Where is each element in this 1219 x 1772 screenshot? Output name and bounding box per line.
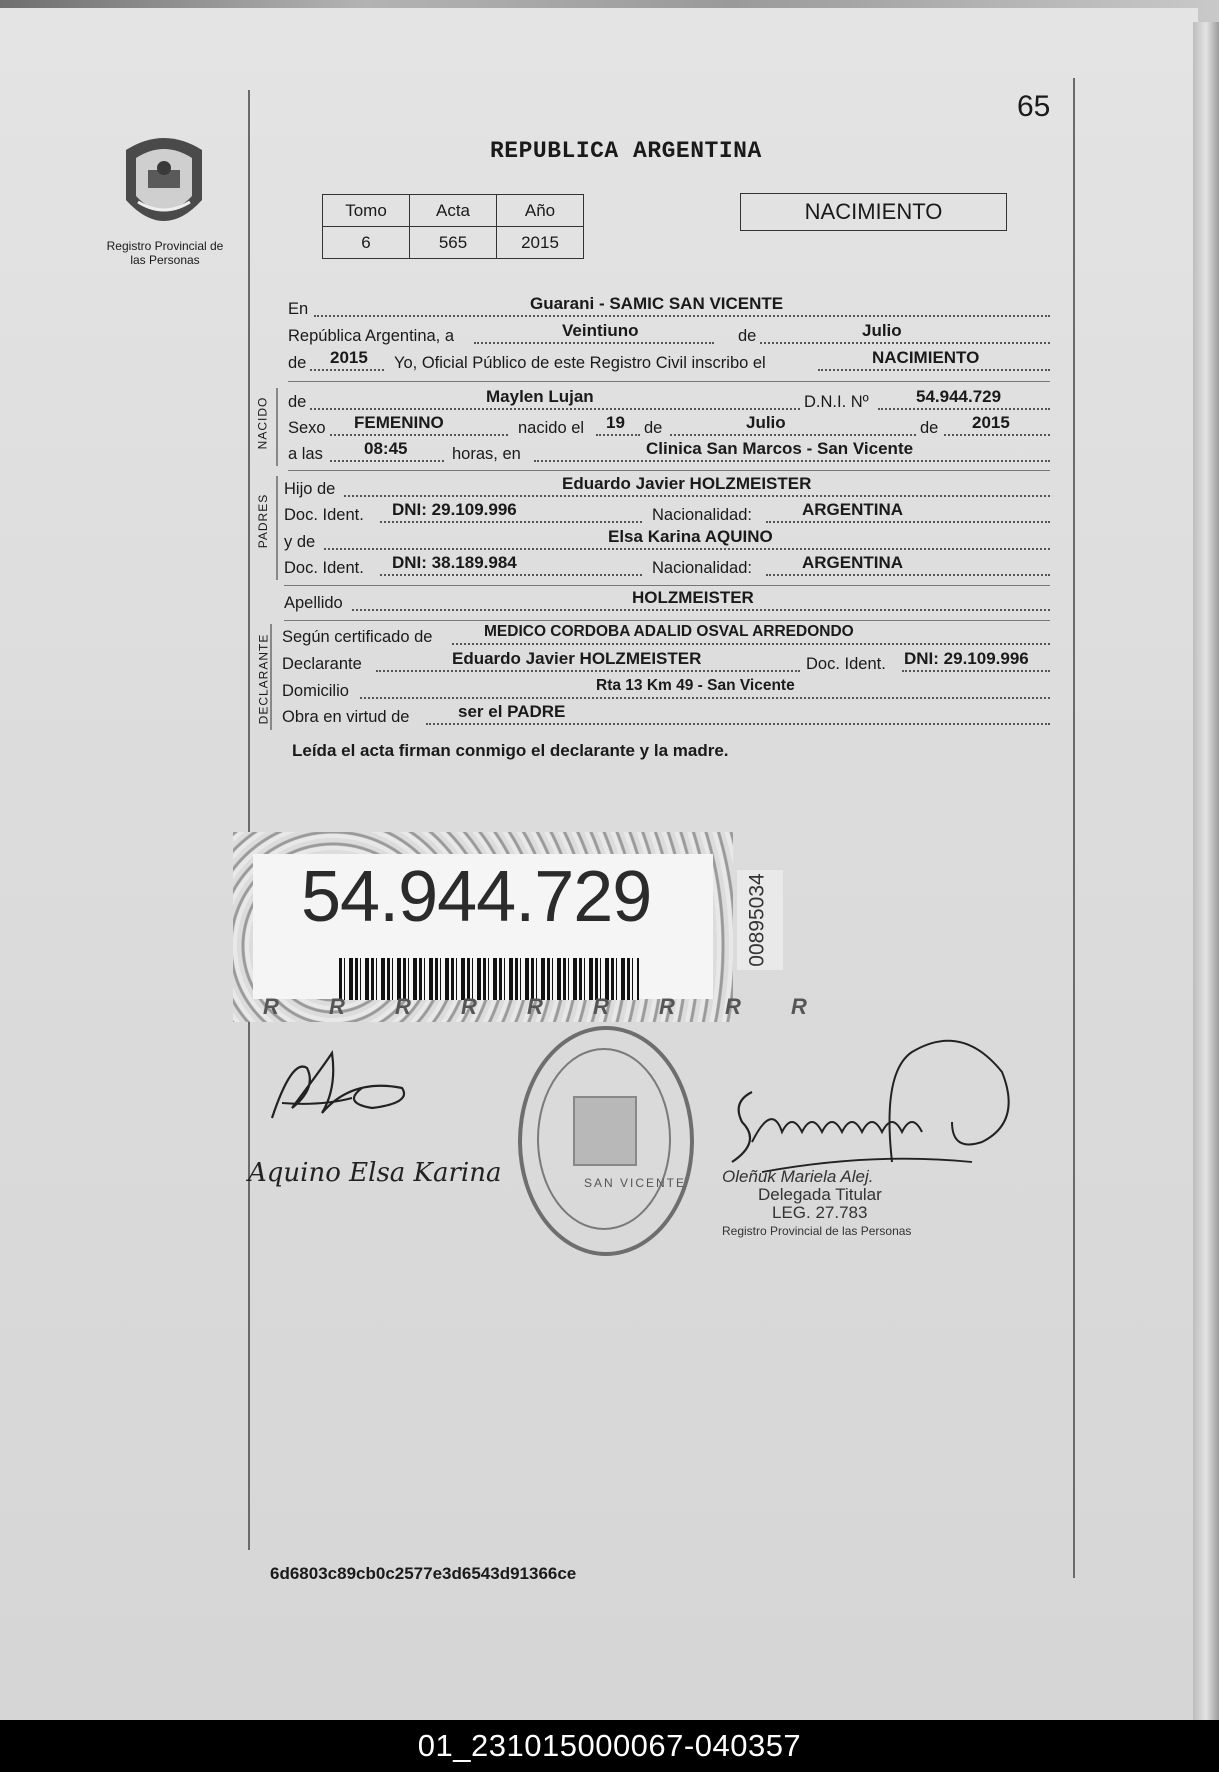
en-value: Guarani - SAMIC SAN VICENTE: [530, 294, 784, 313]
filename-bar: [0, 1720, 1219, 1772]
acta-value: 565: [410, 227, 497, 259]
scan-filename: 01_231015000067-040357: [417, 1728, 802, 1763]
sticker-label: [253, 854, 713, 999]
domicilio-value: Rta 13 Km 49 - San Vicente: [596, 677, 795, 694]
dots: [330, 460, 444, 462]
nacido-side-rule: [276, 388, 278, 466]
domicilio-label: Domicilio: [282, 682, 349, 700]
y-de-label: y de: [284, 533, 316, 551]
nacido-dni: 54.944.729: [916, 387, 1002, 406]
lugar-inscribo-line: [288, 348, 1050, 374]
officer-registro: Registro Provincial de las Personas: [722, 1224, 912, 1238]
dots: [344, 495, 1050, 497]
padre-doc: DNI: 29.109.996: [392, 500, 517, 519]
birth-certificate-page: [0, 8, 1198, 1720]
divider: [288, 470, 1050, 471]
alas-label: a las: [288, 445, 323, 463]
dots: [330, 434, 508, 436]
province-seal-icon: [118, 130, 210, 236]
apellido-line: [284, 588, 1050, 614]
divider: [288, 381, 1050, 382]
declarante-doc: DNI: 29.109.996: [904, 649, 1029, 668]
doc-ident-label: Doc. Ident.: [284, 506, 364, 524]
dots: [324, 548, 1050, 550]
madre-signature-name: Aquino Elsa Karina: [248, 1158, 502, 1188]
dots: [380, 574, 642, 576]
de2-label: de: [288, 354, 307, 372]
nacido-anio: 2015: [972, 413, 1010, 432]
officer-block: [722, 1168, 911, 1240]
lugar-fecha-line: [288, 321, 1050, 347]
dots: [878, 408, 1050, 410]
tipo-box: NACIMIENTO: [740, 193, 1007, 231]
anio-header: Año: [497, 195, 584, 227]
sticker-number: 54.944.729: [301, 857, 652, 937]
lugar-en-line: [288, 294, 1050, 320]
dots: [596, 434, 640, 436]
side-code-label: [737, 870, 783, 970]
domicilio-line: [282, 677, 1050, 702]
dots: [426, 723, 1050, 725]
dots: [944, 434, 1050, 436]
doc-ident-label: Doc. Ident.: [284, 559, 364, 577]
page-number: 65: [1017, 90, 1051, 123]
dots: [376, 670, 800, 672]
certificado-label: Según certificado de: [282, 628, 433, 646]
de-label: de: [644, 419, 663, 437]
republica-label: República Argentina, a: [288, 327, 455, 345]
horas-en-label: horas, en: [452, 445, 521, 463]
dots: [360, 697, 1050, 699]
certificado-line: [282, 623, 1050, 648]
doc-ident-label: Doc. Ident.: [806, 655, 886, 673]
padre-nombre-line: [284, 474, 1050, 500]
obra-value: ser el PADRE: [458, 702, 566, 721]
document-title: REPUBLICA ARGENTINA: [490, 138, 762, 164]
declarante-label: Declarante: [282, 655, 362, 673]
dots: [380, 521, 642, 523]
officer-name: Oleñuk Mariela Alej.: [722, 1167, 874, 1186]
inscribo-label: Yo, Oficial Público de este Registro Civil inscribo el: [394, 354, 766, 372]
officer-signature-icon: [722, 1032, 1032, 1182]
madre-doc: DNI: 38.189.984: [392, 553, 517, 572]
anio-lugar-value: 2015: [330, 348, 368, 367]
tomo-value: 6: [323, 227, 410, 259]
nacido-lugar: Clinica San Marcos - San Vicente: [646, 439, 914, 458]
dots: [818, 369, 1050, 371]
tomo-header: Tomo: [323, 195, 410, 227]
dia-value: Veintiuno: [562, 321, 639, 340]
side-code: 00895034: [745, 873, 769, 967]
nacido-mes: Julio: [746, 413, 786, 432]
left-margin-line: [248, 90, 250, 1550]
registro-label: Registro Provincial de las Personas: [106, 239, 224, 267]
inscribo-value: NACIMIENTO: [872, 348, 980, 367]
apellido-label: Apellido: [284, 594, 343, 612]
sticker-pattern: R R R R R R R R R: [263, 994, 829, 1019]
document-hash: 6d6803c89cb0c2577e3d6543d91366ce: [270, 1564, 577, 1583]
padre-nacionalidad: ARGENTINA: [802, 500, 904, 519]
officer-title: Delegada Titular: [758, 1185, 882, 1204]
dots: [766, 574, 1050, 576]
dni-label: D.N.I. Nº: [804, 393, 869, 411]
de-label: de: [738, 327, 757, 345]
obra-line: [282, 702, 1050, 728]
nacido-de-label: de: [288, 393, 307, 411]
sexo-value: FEMENINO: [354, 413, 444, 432]
en-label: En: [288, 300, 309, 318]
scan-right-edge: [1193, 22, 1219, 1722]
madre-doc-line: [284, 553, 1050, 579]
nacido-el-label: nacido el: [518, 419, 585, 437]
stamp-emblem-icon: [573, 1096, 637, 1166]
padres-side-rule: [276, 476, 278, 580]
dots: [670, 434, 916, 436]
certificado-value: MEDICO CORDOBA ADALID OSVAL ARREDONDO: [484, 623, 854, 640]
dots: [534, 460, 1050, 462]
dots: [352, 609, 1050, 611]
nacido-nombre: Maylen Lujan: [486, 387, 594, 406]
madre-nombre-line: [284, 527, 1050, 553]
officer-legajo: LEG. 27.783: [772, 1203, 868, 1222]
dots: [310, 369, 384, 371]
dots: [474, 342, 714, 344]
mes-value: Julio: [862, 321, 902, 340]
dots: [760, 342, 1050, 344]
declarante-section-label: DECLARANTE: [256, 633, 271, 725]
dots: [452, 643, 1050, 645]
de-label: de: [920, 419, 939, 437]
madre-signature-icon: [262, 1048, 422, 1128]
dots: [314, 315, 1050, 317]
declarante-line: [282, 649, 1050, 675]
apellido-value: HOLZMEISTER: [632, 588, 754, 607]
sexo-label: Sexo: [288, 419, 326, 437]
padre-doc-line: [284, 500, 1050, 526]
madre-nacionalidad: ARGENTINA: [802, 553, 904, 572]
dots: [766, 521, 1050, 523]
nacido-hora-line: [288, 439, 1050, 465]
closing-statement: Leída el acta firman conmigo el declarante y la madre.: [292, 741, 729, 760]
nacido-dia: 19: [606, 413, 625, 432]
nacionalidad-label: Nacionalidad:: [652, 506, 752, 524]
divider: [284, 585, 1050, 586]
nacionalidad-label: Nacionalidad:: [652, 559, 752, 577]
right-margin-line: [1073, 78, 1075, 1578]
acta-header: Acta: [410, 195, 497, 227]
dots: [902, 670, 1050, 672]
nacido-sexo-line: [288, 413, 1050, 439]
stamp-text: SAN VICENTE: [584, 1176, 687, 1190]
nacido-section-label: NACIDO: [255, 396, 270, 450]
anio-value: 2015: [497, 227, 584, 259]
declarante-value: Eduardo Javier HOLZMEISTER: [452, 649, 702, 668]
obra-label: Obra en virtud de: [282, 708, 410, 726]
hijo-de-label: Hijo de: [284, 480, 336, 498]
padre-nombre: Eduardo Javier HOLZMEISTER: [562, 474, 812, 493]
padres-section-label: PADRES: [256, 493, 271, 549]
nacido-hora: 08:45: [364, 439, 408, 458]
dots: [310, 408, 800, 410]
madre-nombre: Elsa Karina AQUINO: [608, 527, 773, 546]
acta-table: [322, 194, 584, 259]
nacido-nombre-line: [288, 387, 1050, 413]
